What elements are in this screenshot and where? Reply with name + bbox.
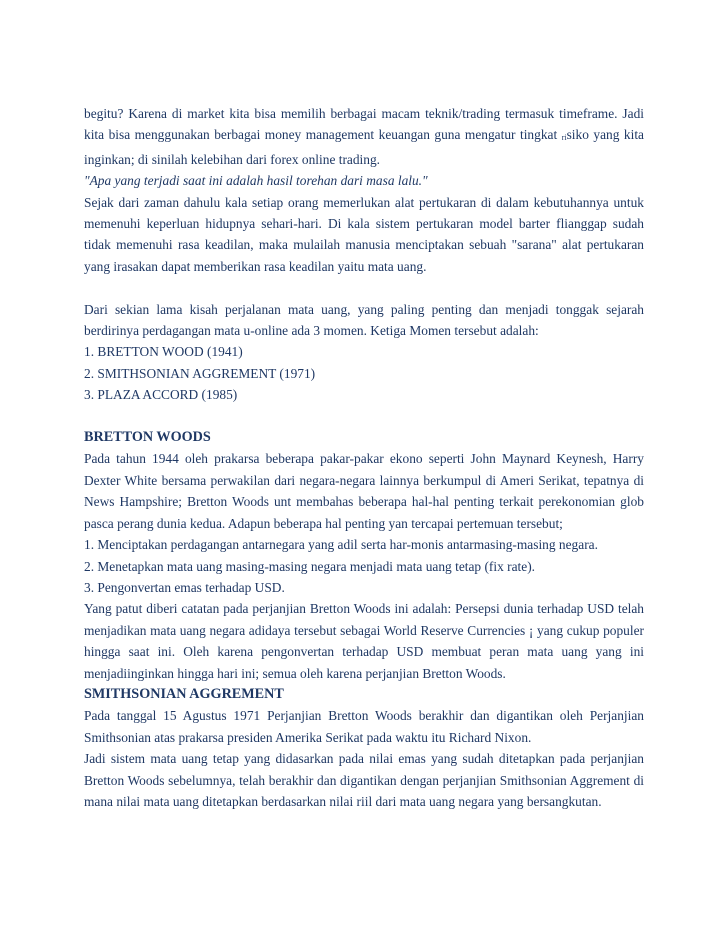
bretton-point: 3. Pengonvertan emas terhadap USD. — [84, 579, 285, 595]
smithsonian-paragraph: Pada tanggal 15 Agustus 1971 Perjanjian Bretton Woods berakhir dan digantikan oleh Perjanjian Smithsonian atas prakarsa presiden Amerika Serikat pada waktu itu Richard Nixon. — [84, 708, 644, 745]
moment-item: 3. PLAZA ACCORD (1985) — [84, 387, 238, 403]
spacer — [84, 406, 644, 427]
intro-superscript: ri — [561, 133, 567, 143]
history-paragraph: Sejak dari zaman dahulu kala setiap orang memerlukan alat pertukaran di dalam kebutuhannya untuk memenuhi keperluan hidupnya sehari-hari. Di kala sistem pertukaran model barter flianggap sudah tidak memenuhi rasa keadilan, maka mulailah manusia menciptakan sebuah "sarana" alat pertukaran yang irasakan dapat memberikan rasa keadilan yaitu mata uang. — [84, 194, 644, 274]
intro-paragraph — [84, 103, 644, 170]
smithsonian-heading: SMITHSONIAN AGGREMENT — [84, 685, 284, 702]
bretton-paragraph: Pada tahun 1944 oleh prakarsa beberapa pakar-pakar ekono seperti John Maynard Keynesh, Harry Dexter White bersama perwakilan dari negara-negara lainnya berkumpul di Ameri Serikat, tepatnya di News Hampshire; Bretton Woods unt membahas beberapa hal-hal penting terkait perekonomian glob pasca perang dunia kedua. Adapun beberapa hal penting yan tercapai pertemuan tersebut; — [84, 451, 644, 531]
smithsonian-paragraph: Jadi sistem mata uang tetap yang didasarkan pada nilai emas yang sudah ditetapkan pada perjanjian Bretton Woods sebelumnya, telah berakhir dan digantikan dengan perjanjian Smithsonian Aggrement di mana nilai mata uang ditetapkan berdasarkan nilai riil dari mata uang negara yang bersangkutan. — [84, 751, 644, 809]
intro-text-a: begitu? Karena di market kita bisa memilih berbagai macam teknik/trading termasuk timeframe. Jadi kita bisa menggunakan berbagai money management keuangan guna mengatur tingkat — [84, 106, 644, 143]
bretton-heading: BRETTON WOODS — [84, 429, 211, 446]
moments-paragraph: Dari sekian lama kisah perjalanan mata uang, yang paling penting dan menjadi tonggak sejarah berdirinya perdagangan mata u-online ada 3 momen. Ketiga Momen tersebut adalah: — [84, 301, 644, 339]
bretton-note: Yang patut diberi catatan pada perjanjian Bretton Woods ini adalah: Persepsi dunia terhadap USD telah menjadikan mata uang negara adidaya tersebut sebagai World Reserve Currencies ¡ yang cukup populer hingga saat ini. Oleh karena pengonvertan terhadap USD membuat peran mata uang yang ini menjadiinginkan hingga hari ini; semua oleh karena perjanjian Bretton Woods. — [84, 601, 644, 681]
spacer — [84, 277, 644, 298]
moment-item: 2. SMITHSONIAN AGGREMENT (1971) — [84, 365, 316, 381]
moment-item: 1. BRETTON WOOD (1941) — [84, 344, 243, 360]
intro-text-b: siko yang kita inginkan; di sinilah kelebihan dari forex online trading. — [84, 127, 644, 167]
quote-line: "Apa yang terjadi saat ini adalah hasil torehan dari masa lalu." — [84, 173, 428, 189]
document-page — [84, 103, 644, 812]
bretton-point: 2. Menetapkan mata uang masing-masing negara menjadi mata uang tetap (fix rate). — [84, 558, 536, 574]
bretton-point: 1. Menciptakan perdagangan antarnegara yang adil serta har-monis antarmasing-masing negara. — [84, 537, 598, 553]
